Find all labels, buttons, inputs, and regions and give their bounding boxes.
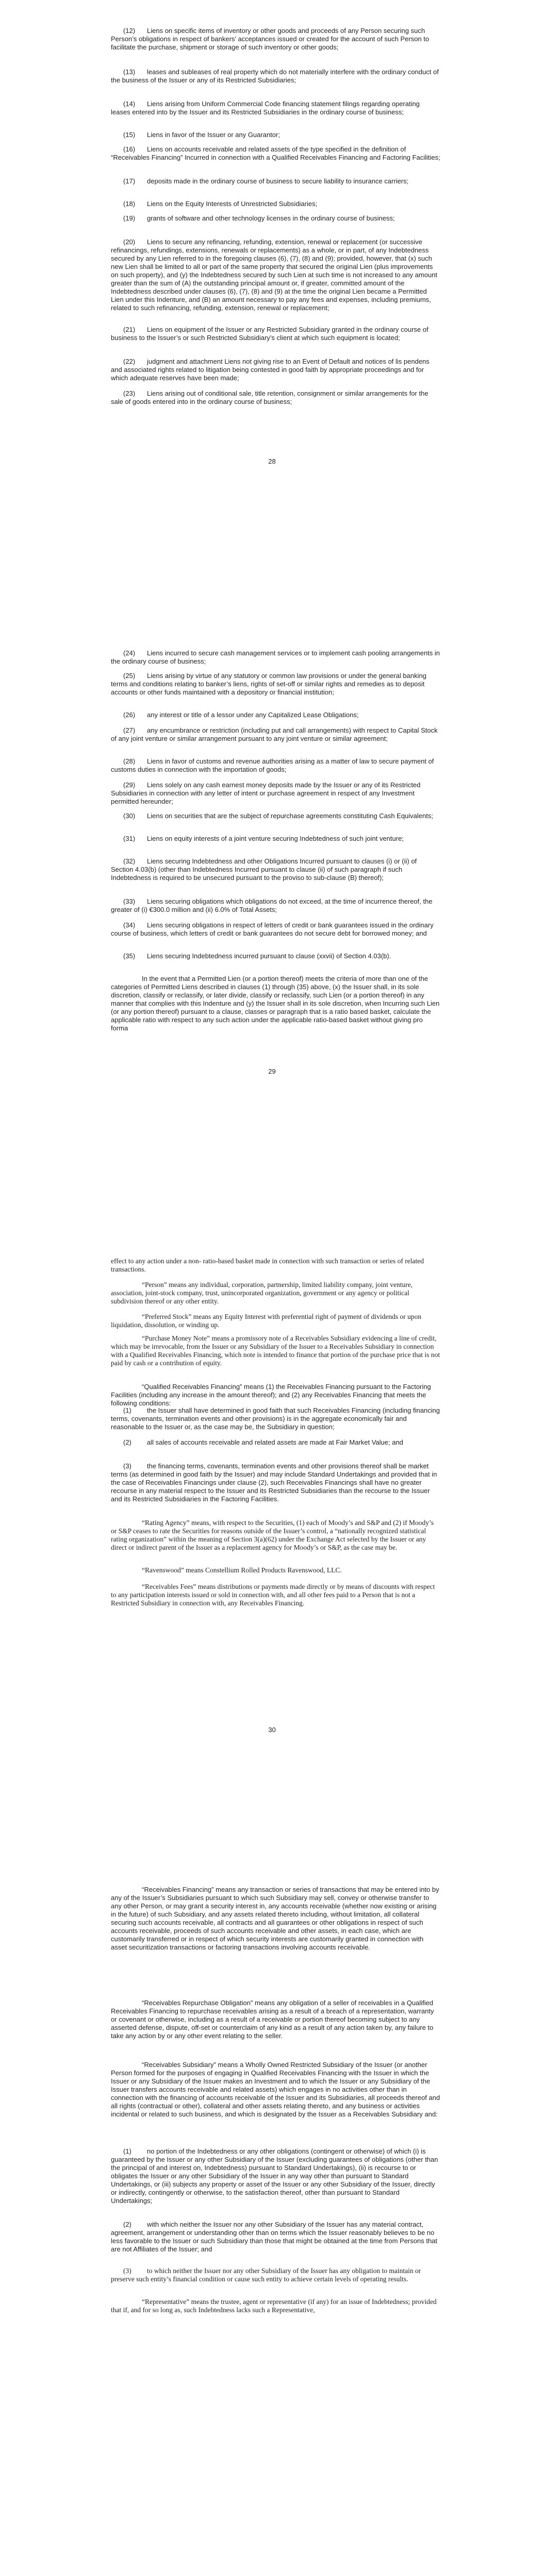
lien-item-33: (33) Liens securing obligations which obligations do not exceed, at the time of incurrence thereof, the greater of (i) €300.0 million and (ii) 6.0% of Total Assets; bbox=[111, 897, 433, 913]
lien-item-18: (18) Liens on the Equity Interests of Unrestricted Subsidiaries; bbox=[123, 200, 318, 208]
lien-item-21: (21) Liens on equipment of the Issuer or any Restricted Subsidiary granted in the ordinary course of business to the Issuer’s or such Restricted Subsidiary’s client at which such equipment is located; bbox=[111, 326, 428, 342]
lien-item-30: (30) Liens on securities that are the subject of repurchase agreements constituting Cash Equivalents; bbox=[123, 812, 433, 820]
lien-item-14: (14) Liens arising from Uniform Commercial Code financing statement filings regarding operating leases entered into by the Issuer and its Restricted Subsidiaries in the ordinary course of business; bbox=[111, 100, 420, 116]
definition-purchase-money-note: “Purchase Money Note” means a promissory note of a Receivables Subsidiary evidencing a line of credit, which may be irrevocable, from the Issuer or any Subsidiary of the Issuer to a Receivables Subsidiary in connection with a Qualified Receivables Financing, which note is intended to finance that portion of the purchase price that is not paid by cash or a contribution of equity. bbox=[111, 1334, 440, 1367]
lien-item-23: (23) Liens arising out of conditional sale, title retention, consignment or similar arrangements for the sale of goods entered into in the ordinary course of business; bbox=[111, 389, 428, 405]
page-number: 30 bbox=[268, 1726, 276, 1734]
lien-item-20: (20) Liens to secure any refinancing, refunding, extension, renewal or replacement (or successive refinancings, refundings, extensions, renewals or replacements) as a whole, or in part, of any Indebtedness secured by any Lien referred to in the foregoing clauses (6), (7), (8) and (9); provided, however, that (x) such new Lien shall be limited to all or part of the same property that secured the original Lien (plus improvements on such property), and (y) the Indebtedness secured by such Lien at such time is not increased to any amount greater than the sum of (A) the outstanding principal amount or, if greater, committed amount of the Indebtedness described under clauses (6), (7), (8) and (9) at the time the original Lien became a Permitted Lien under this Indenture, and (B) an amount necessary to pay any fees and expenses, including premiums, related to such refinancing, refunding, extension, renewal or replacement; bbox=[111, 238, 438, 312]
lien-item-29: (29) Liens solely on any cash earnest money deposits made by the Issuer or any of its Restricted Subsidiaries in connection with any letter of intent or purchase agreement in respect of any Investment permitted hereunder; bbox=[111, 781, 421, 805]
definition-receivables-fees: “Receivables Fees” means distributions or payments made directly or by means of discounts with respect to any participation interests issued or sold in connection with, and all other fees paid to a Person that is not a Restricted Subsidiary in connection with, any Receivables Financing. bbox=[111, 1583, 435, 1607]
lien-item-25: (25) Liens arising by virtue of any statutory or common law provisions or under the general banking terms and conditions relating to banker’s liens, rights of set-off or similar rights and remedies as to deposit accounts or other funds maintained with a depository or financial institution; bbox=[111, 672, 426, 696]
lien-item-19: (19) grants of software and other technology licenses in the ordinary course of business; bbox=[123, 214, 395, 222]
lien-item-13: (13) leases and subleases of real property which do not materially interfere with the ordinary conduct of the business of the Issuer or any of its Restricted Subsidiaries; bbox=[111, 68, 439, 84]
qrf-condition-1: (1) the Issuer shall have determined in good faith that such Receivables Financing (including financing terms, covenants, termination events and other provisions) is in the aggregate economically fair and reasonable to the Issuer or, as the case may be, the Subsidiary in question; bbox=[111, 1406, 440, 1431]
lien-item-31: (31) Liens on equity interests of a joint venture securing Indebtedness of such joint venture; bbox=[123, 835, 404, 842]
lien-item-28: (28) Liens in favor of customs and revenue authorities arising as a matter of law to secure payment of customs duties in connection with the importation of goods; bbox=[111, 757, 434, 773]
lien-item-26: (26) any interest or title of a lessor under any Capitalized Lease Obligations; bbox=[123, 711, 359, 719]
lien-item-12: (12) Liens on specific items of inventory or other goods and proceeds of any Person securing such Person’s obligations in respect of bankers’ acceptances issued or created for the account of such Person to facilitate the purchase, shipment or storage of such inventory or other goods; bbox=[111, 27, 430, 51]
lien-item-27: (27) any encumbrance or restriction (including put and call arrangements) with respect to Capital Stock of any joint venture or similar arrangement pursuant to any joint venture or similar agreement; bbox=[111, 726, 438, 742]
definition-receivables-repurchase-obligation: “Receivables Repurchase Obligation” means any obligation of a seller of receivables in a Qualified Receivables Financing to repurchase receivables arising as a result of a breach of a representation, warranty or covenant or otherwise, including as a result of a receivable or portion thereof becoming subject to any asserted defense, dispute, off-set or counterclaim of any kind as a result of any action taken by, any failure to take any action by or any other event relating to the seller. bbox=[111, 1999, 434, 2040]
definition-receivables-financing: “Receivables Financing” means any transaction or series of transactions that may be entered into by any of the Issuer’s Subsidiaries pursuant to which such Subsidiary may sell, convey or otherwise transfer to any other Person, or may grant a security interest in, any accounts receivable (whether now existing or arising in the future) of such Subsidiary, and any assets related thereto including, without limitation, all collateral securing such accounts receivable, all contracts and all guarantees or other obligations in respect of such accounts receivable, proceeds of such accounts receivable and other assets, in each case, which are customarily transferred or in respect of which security interests are customarily granted in connection with asset securitization transactions or factoring transactions involving accounts receivable. bbox=[111, 1886, 439, 1951]
definition-preferred-stock: “Preferred Stock” means any Equity Interest with preferential right of payment of dividends or upon liquidation, dissolution, or winding up. bbox=[111, 1313, 422, 1329]
qrf-condition-2: (2) all sales of accounts receivable and related assets are made at Fair Market Value; and bbox=[123, 1438, 403, 1446]
definition-person: “Person” means any individual, corporation, partnership, limited liability company, joint venture, association, joint-stock company, trust, unincorporated organization, government or any agency or political subdivision thereof or any other entity. bbox=[111, 1281, 413, 1305]
definition-receivables-subsidiary: “Receivables Subsidiary” means a Wholly Owned Restricted Subsidiary of the Issuer (or another Person formed for the purposes of engaging in Qualified Receivables Financing with the Issuer in which the Issuer or any Subsidiary of the Issuer makes an Investment and to which the Issuer or any Subsidiary of the Issuer transfers accounts receivable and related assets) which engages in no activities other than in connection with the financing of accounts receivable of the Issuer and its Subsidiaries, all proceeds thereof and all rights (contractual or other), collateral and other assets relating thereto, and any business or activities incidental or related to such business, and which is designated by the Issuer as a Receivables Subsidiary and: bbox=[111, 2061, 440, 2118]
definition-qualified-receivables-financing: “Qualified Receivables Financing” means (1) the Receivables Financing pursuant to the Factoring Facilities (including any increase in the amount thereof); and (2) any Receivables Financing that meets the following conditions: bbox=[111, 1383, 431, 1407]
lien-item-15: (15) Liens in favor of the Issuer or any Guarantor; bbox=[123, 131, 280, 139]
lien-item-24: (24) Liens incurred to secure cash management services or to implement cash pooling arrangements in the ordinary course of business; bbox=[111, 649, 440, 665]
lien-item-32: (32) Liens securing Indebtedness and other Obligations Incurred pursuant to clauses (i) or (ii) of Section 4.03(b) (other than Indebtedness Incurred pursuant to clause (ii) of such paragraph if such Indebtedness is required to be unsecured pursuant to the proviso to sub-clause (B) thereof); bbox=[111, 857, 417, 882]
definition-rating-agency: “Rating Agency” means, with respect to the Securities, (1) each of Moody’s and S&P and (2) if Moody’s or S&P ceases to rate the Securities for reasons outside of the Issuer’s control, a “nationally recognized statistical rating organization” within the meaning of Section 3(a)(62) under the Exchange Act selected by the Issuer or any direct or indirect parent of the Issuer as a replacement agency for Moody’s or S&P, as the case may be. bbox=[111, 1519, 434, 1551]
lien-item-22: (22) judgment and attachment Liens not giving rise to an Event of Default and notices of lis pendens and associated rights related to litigation being contested in good faith by appropriate proceedings and for which adequate reserves have been made; bbox=[111, 358, 430, 382]
lien-item-16: (16) Liens on accounts receivable and related assets of the type specified in the definition of “Receivables Financing” Incurred in connection with a Qualified Receivables Financing and Factoring Facilities; bbox=[111, 145, 440, 161]
subsidiary-condition-2: (2) with which neither the Issuer nor any other Subsidiary of the Issuer has any material contract, agreement, arrangement or understanding other than on terms which the Issuer reasonably believes to be no less favorable to the Issuer or such Subsidiary than those that might be obtained at the time from Persons that are not Affiliates of the Issuer; and bbox=[111, 2221, 438, 2253]
classification-paragraph: In the event that a Permitted Lien (or a portion thereof) meets the criteria of more than one of the categories of Permitted Liens described in clauses (1) through (35) above, (x) the Issuer shall, in its sole discretion, classify or reclassify, or later divide, classify or reclassify, such Lien (or a portion thereof) in any manner that complies with this Indenture and (y) the Issuer shall in its sole discretion, when Incurring such Lien (or any portion thereof) pursuant to a clause, classes or paragraph that is a ratio based basket, calculate the applicable ratio with respect to any such action under the applicable ratio-based basket without giving pro forma bbox=[111, 975, 440, 1032]
continuation-paragraph: effect to any action under a non- ratio-based basket made in connection with such transaction or series of related transactions. bbox=[111, 1257, 424, 1273]
page-number: 29 bbox=[268, 1067, 276, 1075]
lien-item-35: (35) Liens securing Indebtedness incurred pursuant to clause (xxvii) of Section 4.03(b). bbox=[123, 952, 391, 960]
subsidiary-condition-3: (3) to which neither the Issuer nor any other Subsidiary of the Issuer has any obligation to maintain or preserve such entity’s financial condition or cause such entity to achieve certain levels of operating results. bbox=[111, 2267, 421, 2283]
page-number: 28 bbox=[268, 457, 276, 465]
qrf-condition-3: (3) the financing terms, covenants, termination events and other provisions thereof shall be market terms (as determined in good faith by the Issuer) and may include Standard Undertakings and provided that in the case of Receivables Financings under clause (2), such Receivables Financings shall have no greater recourse in any material respect to the Issuer and its Restricted Subsidiaries than the recourse to the Issuer and its Restricted Subsidiaries in the Factoring Facilities. bbox=[111, 1462, 437, 1503]
definition-ravenswood: “Ravenswood” means Constellium Rolled Products Ravenswood, LLC. bbox=[142, 1566, 342, 1574]
lien-item-34: (34) Liens securing obligations in respect of letters of credit or bank guarantees issued in the ordinary course of business, which letters of credit or bank guarantees do not secure debt for borrowed money; and bbox=[111, 921, 434, 937]
lien-item-17: (17) deposits made in the ordinary course of business to secure liability to insurance carriers; bbox=[123, 177, 409, 185]
subsidiary-condition-1: (1) no portion of the Indebtedness or any other obligations (contingent or otherwise) of which (i) is guaranteed by the Issuer or any other Subsidiary of the Issuer (excluding guarantees of obligations (other than the principal of and interest on, Indebtedness) pursuant to Standard Undertakings), (ii) is recourse to or obligates the Issuer or any other Subsidiary of the Issuer in any way other than pursuant to Standard Undertakings, or (iii) subjects any property or asset of the Issuer or any other Subsidiary of the Issuer, directly or indirectly, contingently or otherwise, to the satisfaction thereof, other than pursuant to Standard Undertakings; bbox=[111, 2147, 438, 2205]
definition-representative: “Representative” means the trustee, agent or representative (if any) for an issue of Indebtedness; provided that if, and for so long as, such Indebtedness lacks such a Representative, bbox=[111, 2298, 437, 2314]
